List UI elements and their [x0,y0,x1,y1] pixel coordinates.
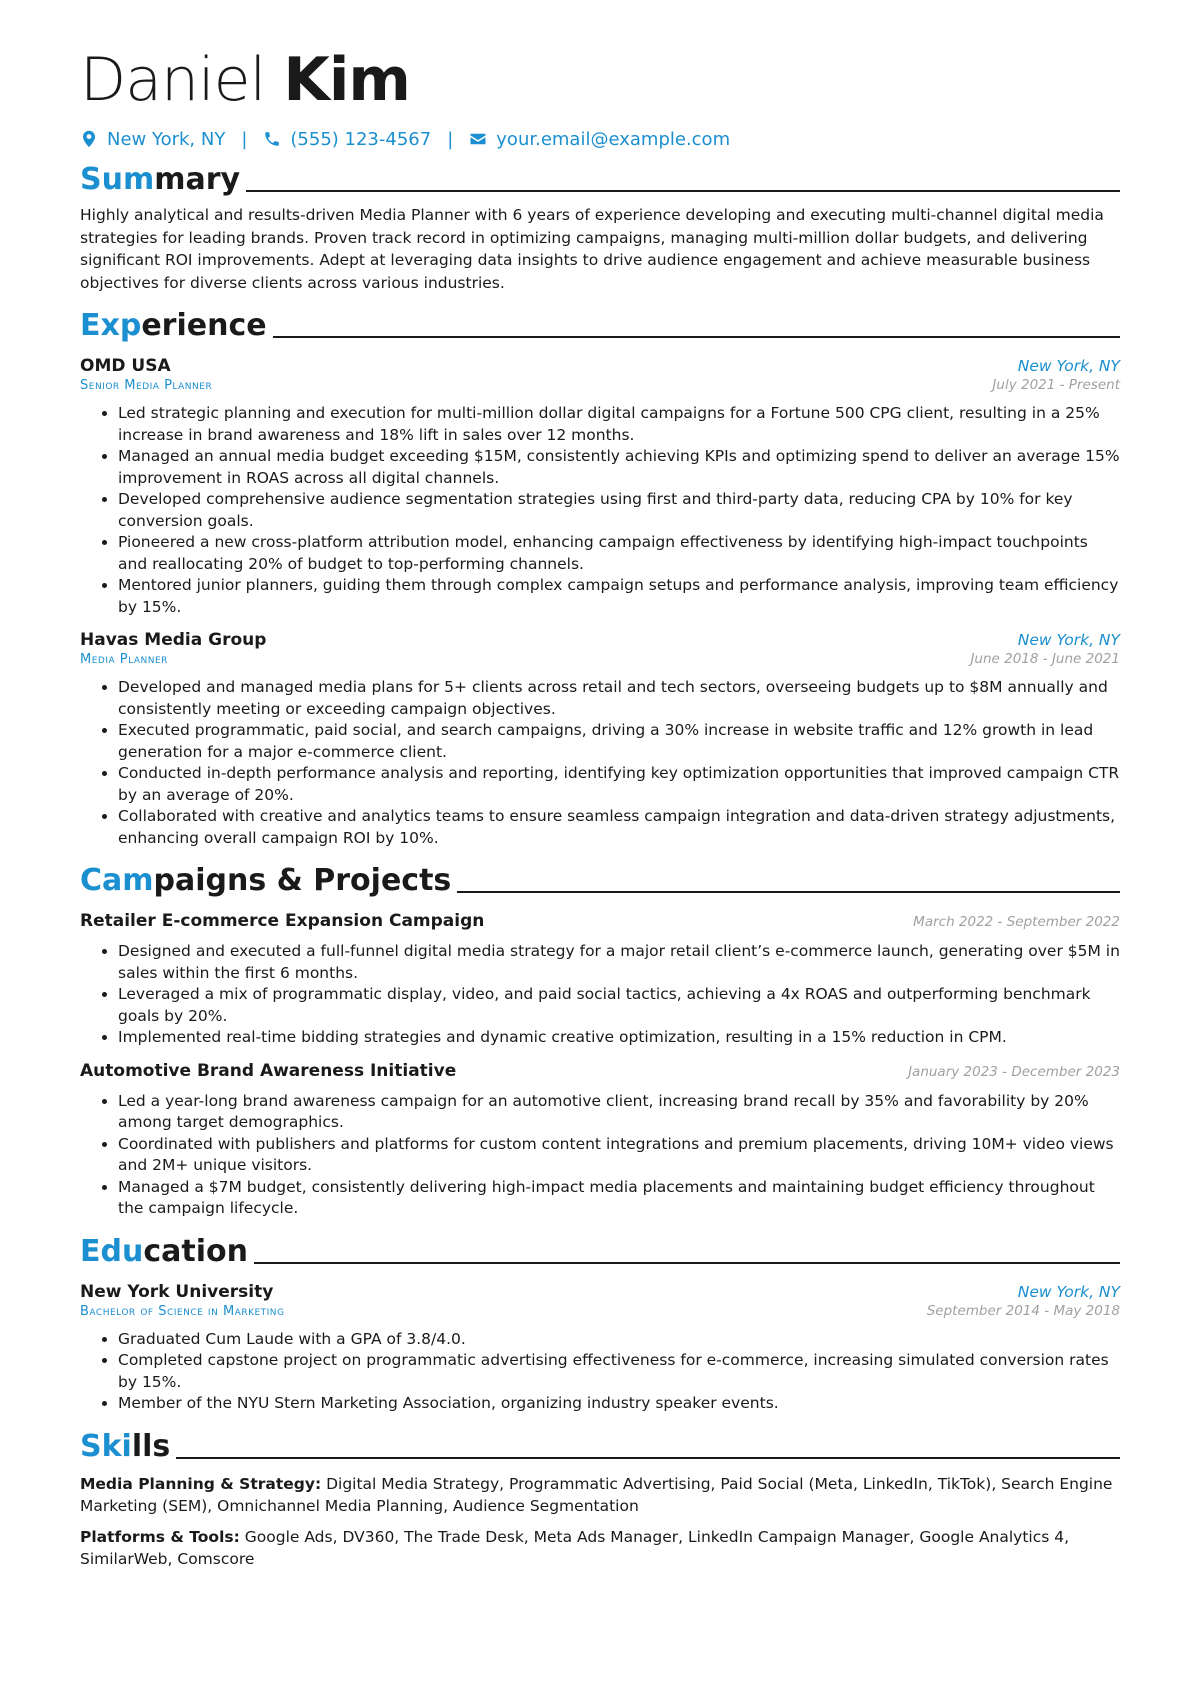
contact-location [80,129,225,150]
job-location: New York, NY [1017,357,1120,375]
skill-group-values: Digital Media Strategy, Programmatic Advertising, Paid Social (Meta, LinkedIn, TikTok), Search Engine Marketing (SEM), Omnichannel Media Planning, Audience Segmentation [80,1474,1113,1515]
bullet-item: • Leveraged a mix of programmatic display, video, and paid social tactics, achieving a 4x ROAS and outperforming benchmark goals by 20%. [118,984,1120,1027]
project-dates: January 2023 - December 2023 [908,1063,1120,1080]
education-entry [80,1282,1120,1415]
job-dates: June 2018 - June 2021 [970,651,1120,667]
bullet-item: • Collaborated with creative and analytics teams to ensure seamless campaign integration and data-driven strategy adjustments, enhancing overall campaign ROI by 10%. [118,806,1120,849]
contact-phone[interactable] [263,129,431,150]
resume-content [80,44,1120,1571]
bullet-item: • Completed capstone project on programmatic advertising effectiveness for e-commerce, increasing simulated conversion rates by 15%. [118,1350,1120,1393]
project-dates: March 2022 - September 2022 [913,914,1120,930]
section-divider [176,1457,1120,1459]
section-divider [246,190,1120,192]
contact-separator: | [241,128,248,150]
bullet-list [80,941,1120,1049]
company-name: Havas Media Group [80,630,267,650]
job-title: Media Planner [80,652,168,667]
section-title: Education [80,1233,248,1269]
education-section-header [80,1234,1120,1270]
experience-entry [80,356,1120,618]
candidate-name [80,44,1120,116]
project-entry [80,1061,1120,1220]
bullet-item: • Graduated Cum Laude with a GPA of 3.8/4.0. [118,1329,1120,1351]
skill-group-label: Media Planning & Strategy: [80,1474,322,1493]
section-title: Summary [80,162,241,197]
section-divider [457,891,1120,893]
bullet-item: • Managed a $7M budget, consistently delivering high-impact media placements and maintaining budget efficiency throughout the campaign lifecycle. [118,1177,1120,1220]
summary-text: Highly analytical and results-driven Media Planner with 6 years of experience developing and executing multi-channel digital media strategies for leading brands. Proven track record in optimizing campaigns, managing multi-million dollar budgets, and delivering significant ROI improvements. Adept at leveraging data insights to drive audience engagement and achieve measurable business objectives for diverse clients across various industries. [80,206,1104,292]
contact-separator: | [447,128,454,150]
bullet-item: • Mentored junior planners, guiding them through complex campaign setups and performance analysis, improving team efficiency by 15%. [118,575,1120,618]
bullet-item: • Coordinated with publishers and platforms for custom content integrations and premium placements, driving 10M+ video views and 2M+ unique visitors. [118,1134,1120,1177]
bullet-list [80,1091,1120,1220]
skill-group [80,1526,1120,1571]
bullet-list [80,1329,1120,1415]
first-name: Daniel [80,45,266,115]
experience-section-header [80,308,1120,344]
skills-section-header [80,1429,1120,1465]
contact-email[interactable] [469,129,730,150]
school-location: New York, NY [1017,1282,1120,1301]
experience-entry [80,630,1120,849]
bullet-item: • Led a year-long brand awareness campaign for an automotive client, increasing brand recall by 35% and favorability by 20% among target demographics. [118,1091,1120,1134]
map-pin-icon [80,130,98,148]
section-divider [254,1262,1120,1264]
bullet-item: • Managed an annual media budget exceeding $15M, consistently achieving KPIs and optimizing spend to deliver an average 15% improvement in ROAS across all digital channels. [118,446,1120,489]
degree-title: Bachelor of Science in Marketing [80,1303,285,1319]
skill-group-label: Platforms & Tools: [80,1527,240,1546]
projects-section-header [80,863,1120,899]
education-dates: September 2014 - May 2018 [926,1302,1120,1319]
bullet-item: • Designed and executed a full-funnel digital media strategy for a major retail client’s e-commerce launch, generating over $5M in sales within the first 6 months. [118,941,1120,984]
envelope-icon [469,130,487,148]
email-text: your.email@example.com [496,128,731,150]
section-title: Campaigns & Projects [80,863,452,898]
section-divider [273,336,1120,338]
bullet-item: • Led strategic planning and execution for multi-million dollar digital campaigns for a Fortune 500 CPG client, resulting in a 25% increase in brand awareness and 18% lift in sales over 12 months. [118,403,1120,446]
last-name: Kim [283,45,410,115]
contact-bar [80,126,1120,152]
project-title: Automotive Brand Awareness Initiative [80,1060,457,1081]
section-title: Skills [80,1428,171,1464]
bullet-list [80,677,1120,849]
company-name: OMD USA [80,356,171,376]
job-dates: July 2021 - Present [992,377,1120,393]
skill-group-values: Google Ads, DV360, The Trade Desk, Meta Ads Manager, LinkedIn Campaign Manager, Google Analytics 4, SimilarWeb, Comscore [80,1527,1070,1568]
section-title: Experience [80,308,267,343]
job-title: Senior Media Planner [80,378,213,393]
project-entry [80,911,1120,1049]
location-text: New York, NY [107,128,226,150]
phone-text: (555) 123-4567 [290,128,432,150]
bullet-item: • Conducted in-depth performance analysis and reporting, identifying key optimization opportunities that improved campaign CTR by an average of 20%. [118,763,1120,806]
bullet-item: • Executed programmatic, paid social, and search campaigns, driving a 30% increase in website traffic and 12% growth in lead generation for a major e-commerce client. [118,720,1120,763]
bullet-item: • Developed and managed media plans for 5+ clients across retail and tech sectors, overseeing budgets up to $8M annually and consistently meeting or exceeding campaign objectives. [118,677,1120,720]
job-location: New York, NY [1017,631,1120,649]
bullet-item: • Member of the NYU Stern Marketing Association, organizing industry speaker events. [118,1393,1120,1415]
bullet-item: • Pioneered a new cross-platform attribution model, enhancing campaign effectiveness by identifying high-impact touchpoints and reallocating 20% of budget to top-performing channels. [118,532,1120,575]
bullet-item: • Implemented real-time bidding strategies and dynamic creative optimization, resulting in a 15% reduction in CPM. [118,1027,1120,1049]
bullet-item: • Developed comprehensive audience segmentation strategies using first and third-party data, reducing CPA by 10% for key conversion goals. [118,489,1120,532]
bullet-list [80,403,1120,618]
project-title: Retailer E-commerce Expansion Campaign [80,911,485,931]
summary-section-header [80,162,1120,198]
school-name: New York University [80,1281,274,1302]
skill-group [80,1473,1120,1518]
phone-icon [263,130,281,148]
